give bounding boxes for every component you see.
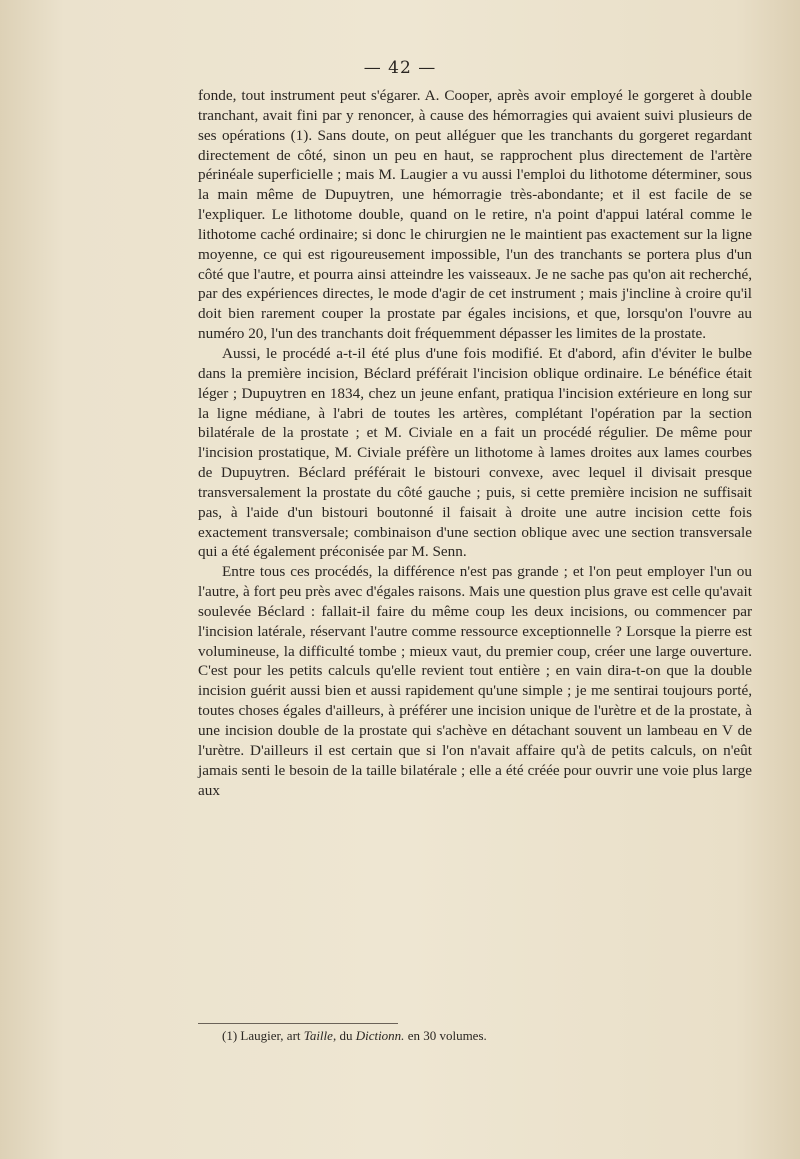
footnote <box>222 1028 742 1044</box>
footnote-title: Taille <box>303 1028 333 1043</box>
footnote-separator: , du <box>332 1028 353 1043</box>
footnote-source: Dictionn. <box>355 1028 405 1043</box>
footnote-divider <box>198 1023 398 1024</box>
paragraph-1: fonde, tout instrument peut s'égarer. A. Cooper, après avoir employé le gorgeret à double tranchant, avait fini par y renoncer, à cause des hémorragies qui avaient suivi plusieurs de ses opérations (1). Sans doute, on peut alléguer que les tranchants du gorgeret regardant directement de côté, sinon un peu en haut, se rapprochent plus directement de l'artère périnéale superficielle ; mais M. Laugier a vu aussi l'emploi du lithotome déterminer, sous la main même de Dupuytren, une hémorragie très-abondante; et il est facile de se l'expliquer. Le lithotome double, quand on le retire, n'a point d'appui latéral comme le lithotome caché ordinaire; si donc le chirurgien ne le maintient pas exactement sur la ligne moyenne, ce qui est rigoureusement impossible, l'un des tranchants se portera plus d'un côté que l'autre, et pourra ainsi atteindre les vaisseaux. Je ne sache pas qu'on ait recherché, par des expériences directes, le mode d'agir de cet instrument ; mais j'incline à croire qu'il doit bien rarement couper la prostate par égales incisions, et que, lorsqu'on l'ouvre au numéro 20, l'un des tranchants doit fréquemment dépasser les limites de la prostate. <box>198 87 752 343</box>
paragraph-2: Aussi, le procédé a-t-il été plus d'une fois modifié. Et d'abord, afin d'éviter le bulbe dans la première incision, Béclard préférait l'incision oblique ordinaire. Le bénéfice était léger ; Dupuytren en 1834, chez un jeune enfant, pratiqua l'incision extérieure en long sur la ligne médiane, à l'abri de toutes les artères, complétant l'opération par la section bilatérale de la prostate ; et M. Civiale en a fait un procédé régulier. De même pour l'incision prostatique, M. Civiale préfère un lithotome à lames droites aux lames courbes de Dupuytren. Béclard préférait le bistouri convexe, avec lequel il divisait presque transversalement la prostate du côté gauche ; puis, si cette première incision ne suffisait pas, à l'aide d'un bistouri boutonné il faisait à droite une autre incision cette fois exactement transversale; combinaison d'une section oblique avec une section transversale qui a été également préconisée par M. Senn. <box>198 344 752 561</box>
paragraph-3: Entre tous ces procédés, la différence n'est pas grande ; et l'on peut employer l'un ou l'autre, à fort peu près avec d'égales raisons. Mais une question plus grave est celle qu'avait soulevée Béclard : fallait-il faire du même coup les deux incisions, ou commencer par l'incision latérale, réservant l'autre comme ressource exceptionnelle ? Lorsque la pierre est volumineuse, la difficulté tombe ; mieux vaut, du premier coup, créer une large ouverture. C'est pour les petits calculs qu'elle revient tout entière ; en vain dira-t-on que la double incision guérit aussi bien et aussi rapidement qu'une simple ; je me sentirai toujours porté, toutes choses égales d'ailleurs, à préférer une incision unique de l'urètre et de la prostate, à une incision double de la prostate qui s'achève en détachant souvent un lambeau en V de l'urètre. D'ailleurs il est certain que si l'on n'avait affaire qu'à de petits calculs, on n'eût jamais senti le besoin de la taille bilatérale ; elle a été créée pour ouvrir une voie plus large aux <box>198 563 752 799</box>
page-number: — 42 — <box>363 58 437 78</box>
footnote-marker: (1) Laugier, art <box>222 1028 301 1043</box>
footnote-rest: en 30 volumes. <box>407 1028 487 1043</box>
body-text <box>198 86 752 800</box>
